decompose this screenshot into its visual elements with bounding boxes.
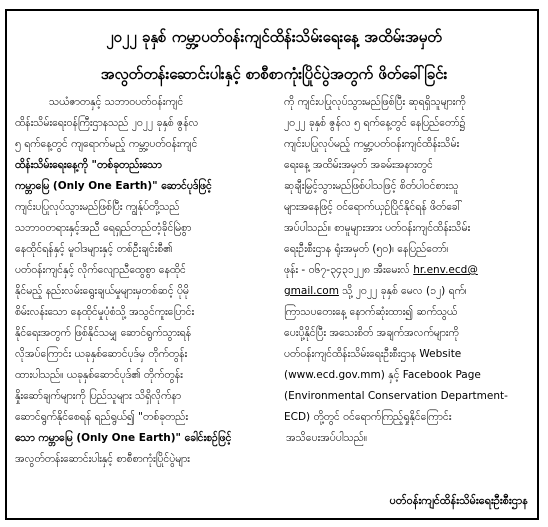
text-line: ကြာသပတေးနေ့ နောက်ဆုံးထား၍ ဆက်သွယ်	[284, 306, 458, 318]
text-line	[284, 281, 532, 302]
text-line: ပေးပို့နိုင်ပြီး အသေးစိတ် အချက်အလက်များကို	[284, 327, 459, 339]
text-line: သော ကမ္ဘာမြေ (Only One Earth)" ခေါင်းစဉ်ဖြင့်	[15, 432, 232, 444]
text-line: နေထိုင်ရန်နှင့် မူဝါဒများနှင့် တစ်ဦးချင်းစီ၏	[15, 243, 173, 255]
text-line: ပတ်ဝန်းကျင်ထိန်းသိမ်းရေးဦးစီးဌာန Website	[284, 348, 462, 360]
text-line: ရေးနေ့ အထိမ်းအမှတ် အခမ်းအနားတွင်	[284, 159, 433, 171]
text-line: ၅ ရက်နေ့တွင် ကျရောက်မည့် ကမ္ဘာ့ပတ်ဝန်းကျင်	[15, 138, 198, 150]
text-line: သဘာဝတရားနှင့်အညီ ရေရှည်တည်တံ့ခိုင်မြဲစွာ	[15, 222, 192, 234]
text-line: ECD) တို့တွင် ဝင်ရောက်ကြည့်ရှုနိုင်ကြောင်း	[284, 411, 452, 423]
phone-label: ဖုန်း - ၀၆၇-၃၄၃၁၂၂၈ အီးမေးလ်	[284, 264, 410, 276]
text-line: နိုင်ရေးအတွက် ဖြစ်နိုင်သမျှ ဆောင်ရွက်သွားရန်	[15, 327, 192, 339]
left-column	[15, 92, 259, 470]
email-link-part-2[interactable]: gmail.com	[284, 285, 339, 297]
text-line: သယံဇာတနှင့် သဘာဝပတ်ဝန်းကျင်	[49, 96, 184, 108]
text-line: စိမ်းလန်းသော နေထိုင်မှုပုံစံသို့ အသွင်ကူးပြောင်း	[15, 306, 195, 318]
text-line: (www.ecd.gov.mm) နှင့် Facebook Page	[284, 369, 481, 381]
notice-title-line-2: အလွတ်တန်းဆောင်းပါးနှင့် စာစီစာကုံးပြိုင်ပွဲအတွက် ဖိတ်ခေါ်ခြင်း	[100, 65, 448, 83]
text-line: နှိုးဆော်ချက်များကို ပြည်သူများ သိရှိလိုက်နာ	[15, 390, 182, 402]
text-line: အပ်ပါသည်။ စာမူများအား ပတ်ဝန်းကျင်ထိန်းသိမ်း	[284, 222, 471, 234]
text-line: ရေးဦးစီးဌာန ရုံးအမှတ် (၅၀)၊ နေပြည်တော်၊	[284, 243, 449, 255]
text-line: ကမ္ဘာမြေ (Only One Earth)" ဆောင်ပုဒ်ဖြင့်	[15, 180, 212, 192]
text-line: ထိန်းသိမ်းရေးဝန်ကြီးဌာနသည် ၂၀၂၂ ခုနှစ် ဇွန်လ	[15, 117, 199, 129]
text-line: ဆောင်ရွက်နိုင်စေရန် ရည်ရွယ်၍ "တစ်ခုတည်း	[15, 411, 189, 423]
text-line: လိုအပ်ကြောင်း ယခုနှစ်ဆောင်ပုဒ်မှ တိုက်တွန်း	[15, 348, 188, 360]
text-line: ၂၀၂၂ ခုနှစ် ဇွန်လ ၅ ရက်နေ့တွင် နေပြည်တော်၌	[284, 117, 466, 129]
deadline-text: သို့ ၂၀၂၂ ခုနှစ် မေလ (၁၂) ရက်၊	[342, 285, 467, 297]
text-line: ပတ်ဝန်းကျင်နှင့် လိုက်လျောညီထွေစွာ နေထိုင်	[15, 264, 186, 276]
email-link-part-1[interactable]: hr.env.ecd@	[413, 264, 478, 276]
text-line: ကျင်းပပြုလုပ်သွားမည်ဖြစ်ပြီး ကျွန်ုပ်တို့သည်	[15, 201, 180, 213]
text-line: ဆုချီးမြှင့်သွားမည်ဖြစ်ပါသဖြင့် စိတ်ပါဝင်စားသူ	[284, 180, 459, 192]
text-line: အသိပေးအပ်ပါသည်။	[286, 432, 368, 444]
text-line	[284, 260, 532, 281]
text-line: များအနေဖြင့် ဝင်ရောက်ယှဉ်ပြိုင်နိုင်ရန် ဖိတ်ခေါ်	[284, 201, 463, 213]
text-line: နိုင်မည့် နည်းလမ်းရွေးချယ်မှုများမှတစ်ဆင့် ပိုမို	[15, 285, 189, 297]
notice-title-line-1: ၂၀၂၂ ခုနှစ် ကမ္ဘာ့ပတ်ဝန်းကျင်ထိန်းသိမ်းရေးနေ့ အထိမ်းအမှတ်	[106, 28, 442, 46]
text-line: ကို ကျင်းပပြုလုပ်သွားမည်ဖြစ်ပြီး ဆုရရှိသူများကို	[284, 96, 466, 108]
text-line: ကျင်းပပြုလုပ်မည့် ကမ္ဘာ့ပတ်ဝန်းကျင်ထိန်းသိမ်း	[284, 138, 460, 150]
right-paragraph	[284, 92, 532, 449]
text-line: ထိန်းသိမ်းရေးနေ့ကို "တစ်ခုတည်းသော	[15, 159, 162, 171]
text-line: (Environmental Conservation Department-	[284, 390, 508, 402]
left-paragraph	[15, 92, 259, 470]
text-line: ထားပါသည်။ ယခုနှစ်ဆောင်ပုဒ်၏ တိုက်တွန်း	[15, 369, 183, 381]
text-line: အလွတ်တန်းဆောင်းပါးနှင့် စာစီစာကုံးပြိုင်ပွဲများ	[15, 453, 190, 465]
right-column	[284, 92, 532, 449]
signature-department: ပတ်ဝန်းကျင်ထိန်းသိမ်းရေးဦးစီးဌာန	[389, 494, 528, 507]
